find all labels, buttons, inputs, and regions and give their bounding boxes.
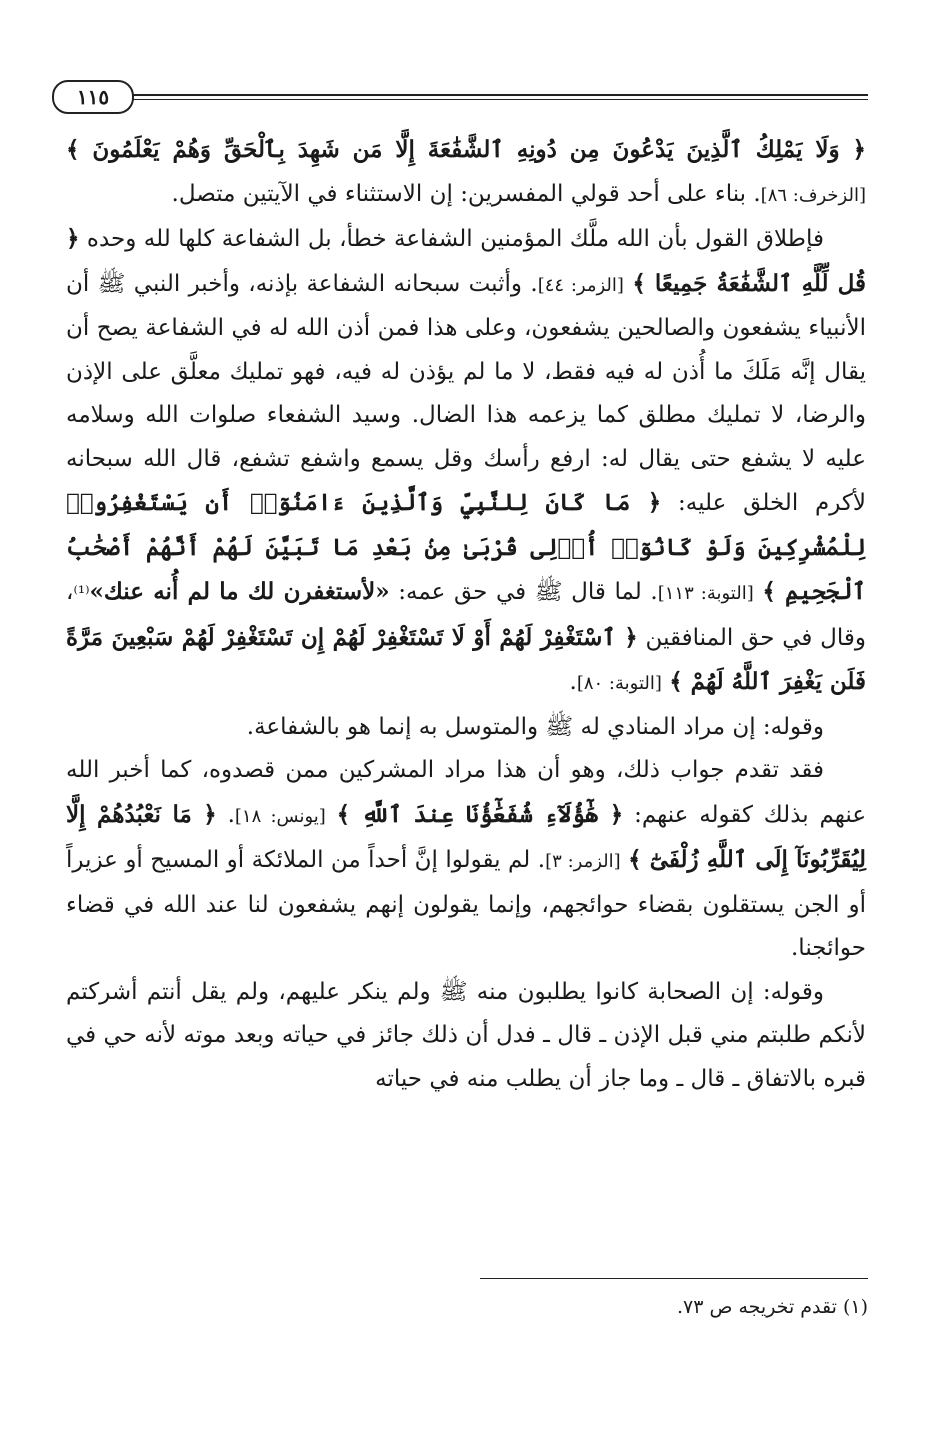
paragraph-text: فقد تقدم جواب ذلك، وهو أن هذا مراد المشركين ممن قصدوه، كما أخبر الله عنهم بذلك كقوله عنهم: xyxy=(66,757,867,828)
paragraph-text: . وأثبت سبحانه الشفاعة بإذنه، وأخبر النبي ﷺ أن الأنبياء يشفعون والصالحين يشفعون، وعلى هذا فمن أذن الله له في الشفاعة يصح أن يقال إنَّه مَلَكَ ما أُذن له فيه فقط، لا ما لم يؤذن له فيه، فهو تمليك معلَّق على الإذن والرضا، لا تمليك مطلق كما يزعمه هذا الضال. وسيد الشفعاء صلوات الله وسلامه عليه لا يشفع حتى يقال له: ارفع رأسك وقل يسمع واشفع تشفع، قال الله سبحانه لأكرم الخلق عليه: xyxy=(66,270,866,516)
footnote: (١) تقدم تخريجه ص ٧٣. xyxy=(676,1296,868,1318)
verse-reference: [الزخرف: ٨٦] xyxy=(760,184,866,206)
paragraph-text: . xyxy=(216,801,235,828)
paragraph-text: فإطلاق القول بأن الله ملَّك المؤمنين الشفاعة خطأ، بل الشفاعة كلها لله وحده xyxy=(79,226,824,252)
paragraph-p3 xyxy=(66,706,866,750)
quranic-verse: ﴿ ٱسْتَغْفِرْ لَهُمْ أَوْ لَا تَسْتَغْفِرْ لَهُمْ إِن تَسْتَغْفِرْ لَهُمْ سَبْعِينَ مَرَّةً فَلَن يَغْفِرَ ٱللَّهُ لَهُمْ ﴾ xyxy=(66,623,866,695)
paragraph-text: . xyxy=(569,669,577,695)
paragraph-p4 xyxy=(66,749,866,971)
paragraph-text: ، وقال في حق المنافقين xyxy=(66,579,866,651)
paragraph-p1 xyxy=(66,128,866,217)
header-rule xyxy=(132,94,868,96)
paragraph-text xyxy=(326,802,337,828)
paragraph-text xyxy=(621,847,628,873)
paragraph-text: . لما قال ﷺ في حق عمه: xyxy=(389,579,658,605)
paragraph-p5 xyxy=(66,971,866,1102)
verse-reference: ⁽¹⁾ xyxy=(73,583,90,604)
page-header xyxy=(52,80,868,116)
quranic-verse: ﴿ مَا كَانَ لِلنَّبِيِّ وَٱلَّذِينَ ءَامَنُوٓا۟ أَن يَسْتَغْفِرُوا۟ لِلْمُشْرِكِينَ وَلَوْ كَانُوٓا۟ أُو۟لِى قُرْبَىٰ مِنۢ بَعْدِ مَا تَبَيَّنَ لَهُمْ أَنَّهُمْ أَصْحَٰبُ ٱلْجَحِيمِ ﴾ xyxy=(66,489,867,605)
verse-reference: [الزمر: ٣] xyxy=(545,851,621,872)
footnote-divider xyxy=(480,1278,868,1279)
quranic-verse: ﴿ هَٰٓؤُلَآءِ شُفَعَٰٓؤُنَا عِندَ ٱللَّهِ ﴾ xyxy=(336,800,624,828)
paragraph-text: . لم يقولوا إنَّ أحداً من الملائكة أو المسيح أو عزيراً أو الجن يستقلون بقضاء حوائجهم، وإنما يقولون إنهم يشفعون لنا عند الله في قضاء حوائجنا. xyxy=(66,847,866,961)
verse-reference: [الزمر: ٤٤] xyxy=(537,274,624,296)
quranic-verse: ﴿ مَا نَعْبُدُهُمْ إِلَّا لِيُقَرِّبُونَآ إِلَى ٱللَّهِ زُلْفَىٰٓ ﴾ xyxy=(66,800,866,873)
main-text xyxy=(66,128,866,1101)
paragraph-text: وقوله: إن مراد المنادي له ﷺ والمتوسل به إنما هو بالشفاعة. xyxy=(246,713,824,740)
paragraph-text: وقوله: إن الصحابة كانوا يطلبون منه ﷺ ولم ينكر عليهم، ولم يقل أنتم أشركتم لأنكم طلبتم مني قبل الإذن ـ قال ـ فدل أن ذلك جائز في حياته وبعد موته لأنه حي في قبره بالاتفاق ـ قال ـ وما جاز أن يطلب منه في حياته xyxy=(66,978,866,1092)
quranic-verse: ﴿ وَلَا يَمْلِكُ ٱلَّذِينَ يَدْعُونَ مِن دُونِهِ ٱلشَّفَٰعَةَ إِلَّا مَن شَهِدَ بِٱلْحَقِّ وَهُمْ يَعْلَمُونَ ﴾ xyxy=(66,136,866,163)
paragraph-p2 xyxy=(66,217,866,706)
verse-reference: [التوبة: ٨٠] xyxy=(576,673,662,694)
verse-reference: [يونس: ١٨] xyxy=(234,805,326,827)
page-number: ١١٥ xyxy=(52,80,134,114)
quranic-verse: «لأستغفرن لك ما لم أُنه عنك» xyxy=(89,578,390,605)
verse-reference: [التوبة: ١١٣] xyxy=(657,583,754,604)
paragraph-text: . بناء على أحد قولي المفسرين: إن الاستثناء في الآيتين متصل. xyxy=(171,180,761,207)
header-rule-thin xyxy=(132,99,868,100)
quranic-verse: ﴿ قُل لِّلَّهِ ٱلشَّفَٰعَةُ جَمِيعًا ﴾ xyxy=(66,225,867,297)
